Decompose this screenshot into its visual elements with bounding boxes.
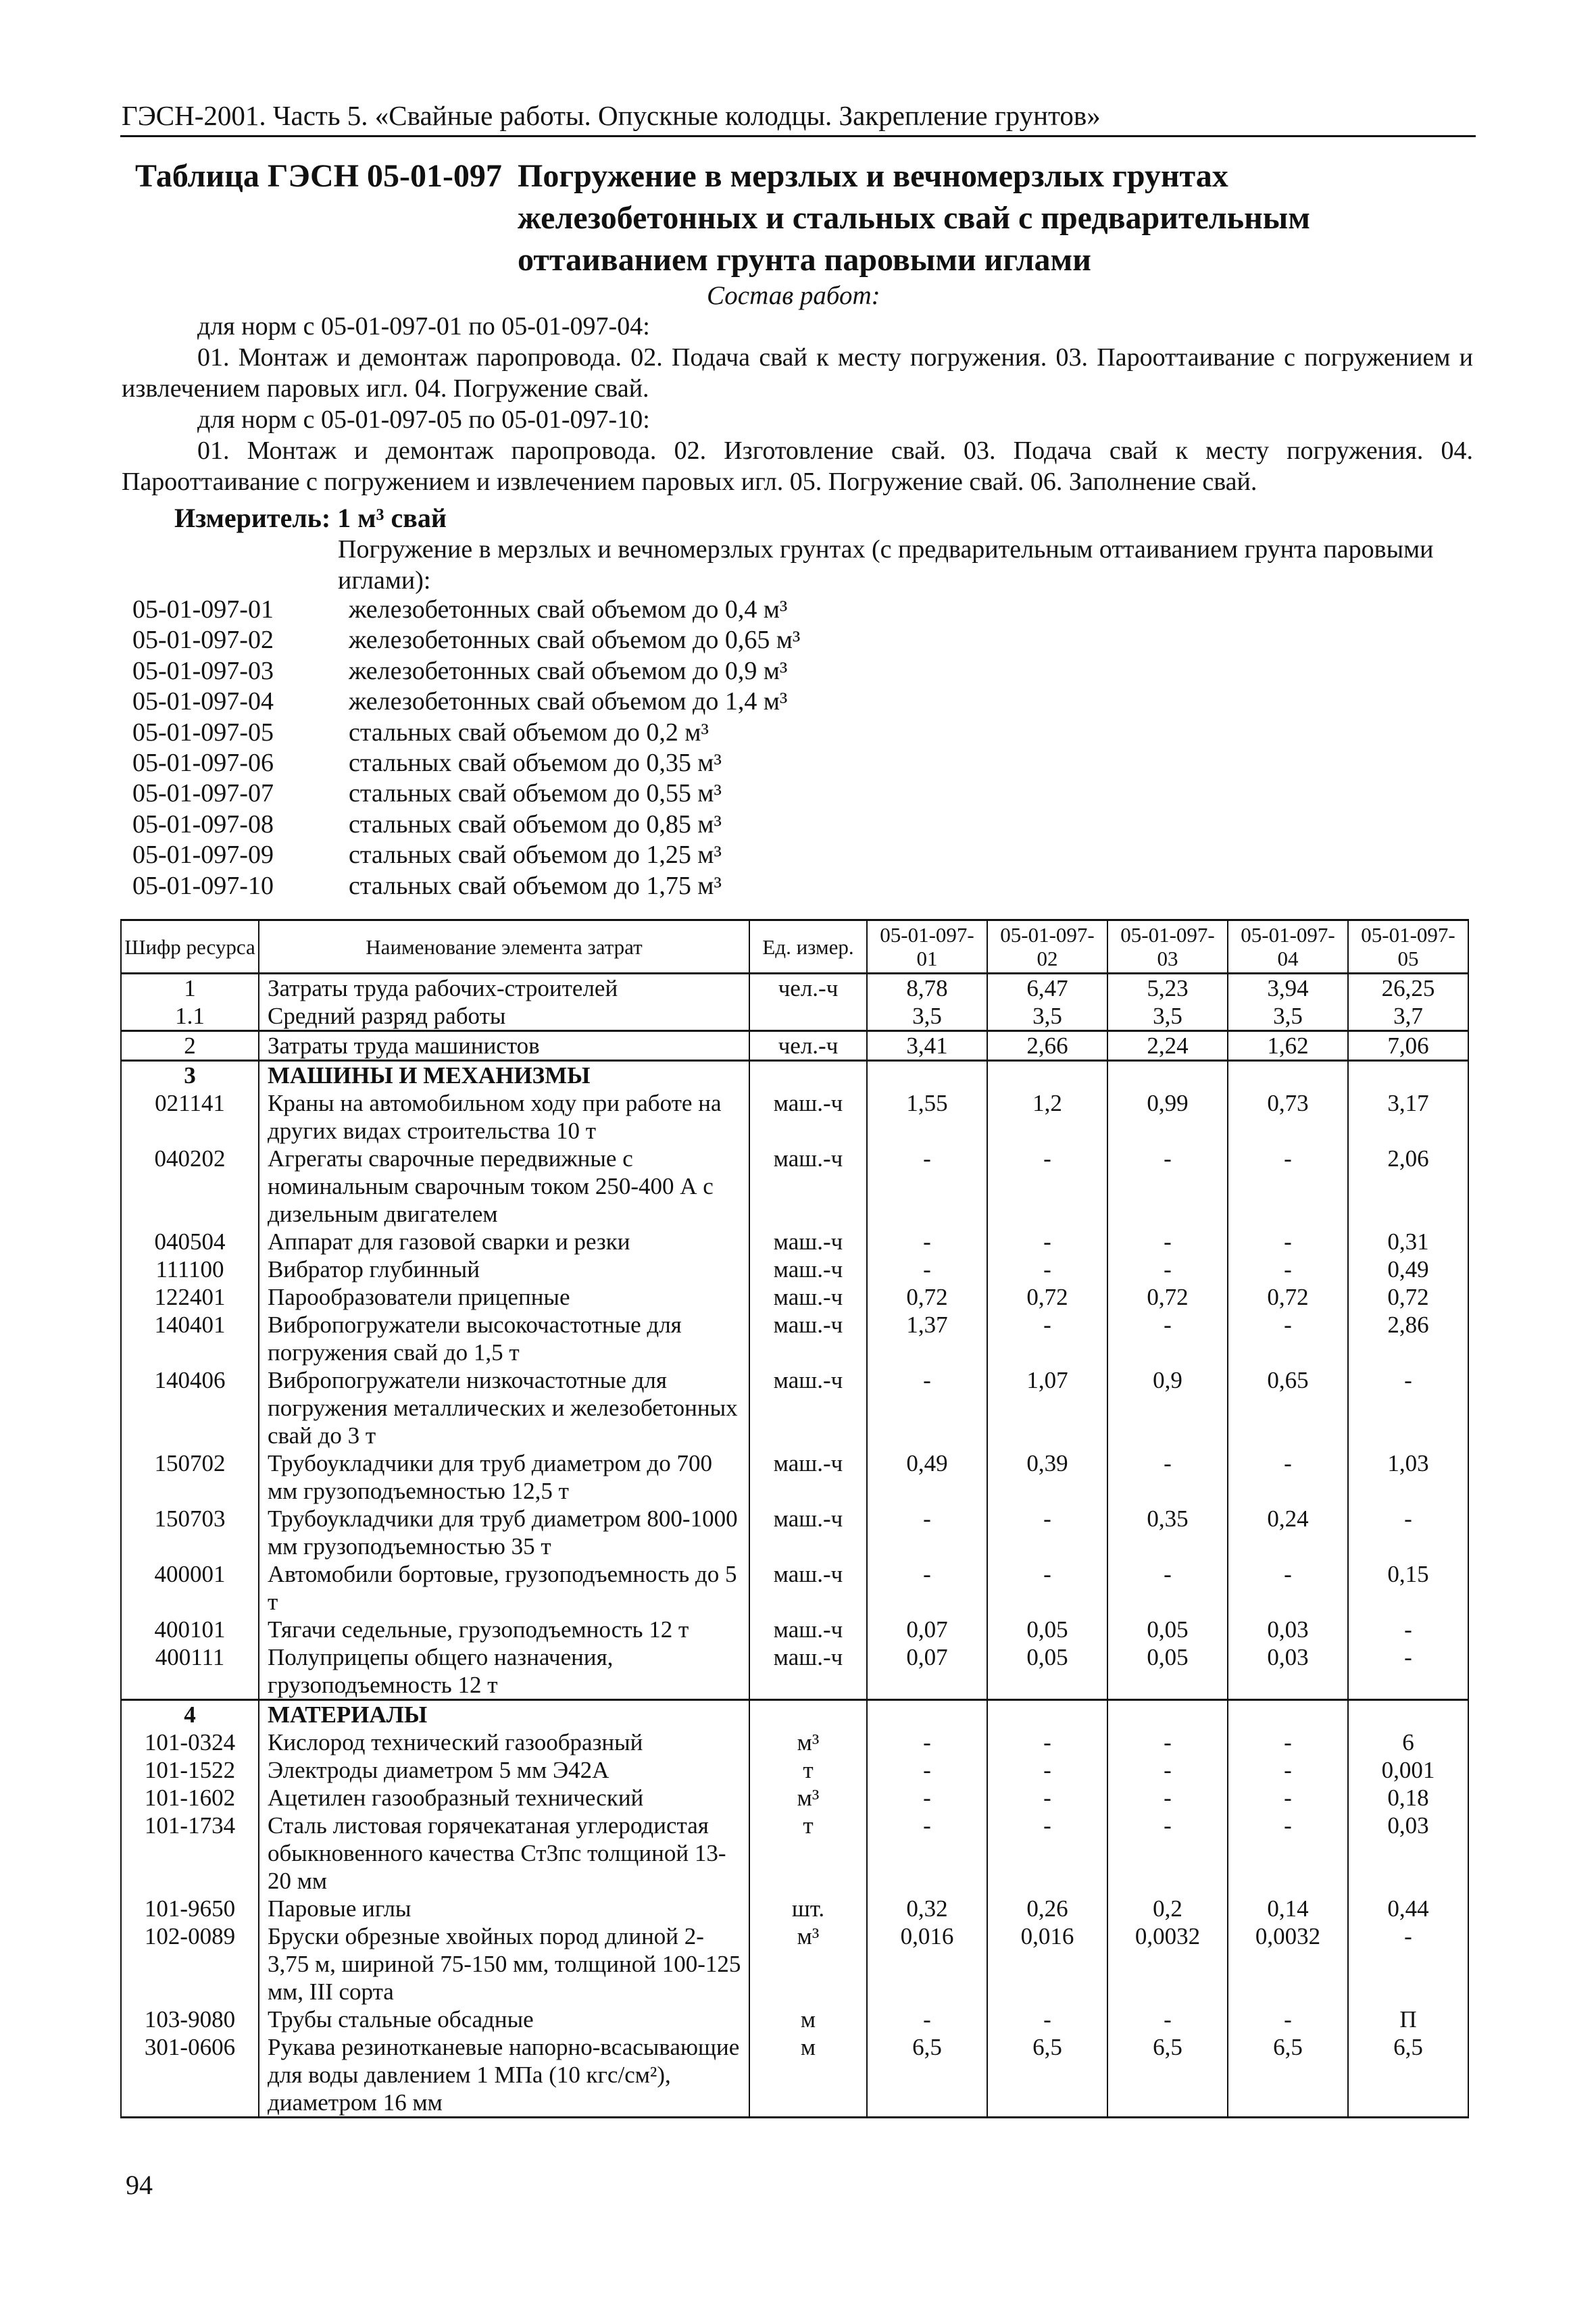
norm-value-cell: П xyxy=(1348,2006,1468,2033)
resource-code-cell: 040202 xyxy=(121,1145,259,1228)
norm-value-cell: 2,66 xyxy=(987,1031,1107,1061)
norm-value-cell: - xyxy=(1228,1812,1348,1895)
resource-code-cell: 2 xyxy=(121,1031,259,1061)
unit-cell: маш.-ч xyxy=(749,1616,867,1643)
unit-cell: маш.-ч xyxy=(749,1560,867,1616)
norm-description: железобетонных свай объемом до 0,9 м³ xyxy=(349,656,788,685)
norm-code: 05-01-097-08 xyxy=(132,810,274,839)
table-title-line-1: Погружение в мерзлых и вечномерзлых грунтах xyxy=(518,158,1228,194)
cost-element-cell: Вибратор глубинный xyxy=(259,1255,749,1283)
resource-code-cell: 021141 xyxy=(121,1089,259,1145)
cost-element-cell: Средний разряд работы xyxy=(259,1002,749,1031)
norm-codes-list xyxy=(132,595,1011,901)
norm-value-cell: - xyxy=(1228,1784,1348,1812)
norm-description: стальных свай объемом до 1,75 м³ xyxy=(349,871,722,900)
norm-code-row xyxy=(132,625,1011,655)
norm-description: стальных свай объемом до 0,85 м³ xyxy=(349,810,722,839)
norm-value-cell: - xyxy=(1107,1756,1228,1784)
norm-value-cell: 6,5 xyxy=(867,2033,987,2118)
norm-value-cell: - xyxy=(1228,1145,1348,1228)
table-row xyxy=(121,2033,1468,2118)
norm-value-cell: 0,44 xyxy=(1348,1895,1468,1922)
norm-value-cell xyxy=(1107,1061,1228,1090)
norm-code-row xyxy=(132,810,1011,840)
resource-code-cell: 1 xyxy=(121,974,259,1003)
norm-code-row xyxy=(132,718,1011,748)
table-row xyxy=(121,1089,1468,1145)
cost-element-cell: Полуприцепы общего назначения, грузоподъемность 12 т xyxy=(259,1643,749,1700)
header-norm-04: 05-01-097-04 xyxy=(1228,920,1348,974)
norm-description: стальных свай объемом до 0,35 м³ xyxy=(349,749,722,778)
resource-code-cell: 301-0606 xyxy=(121,2033,259,2118)
header-norm-05: 05-01-097-05 xyxy=(1348,920,1468,974)
operations-1: 01. Монтаж и демонтаж паропровода. 02. Подача свай к месту погружения. 03. Парооттаивание с погружением и извлечением паровых игл. 04. Погружение свай. xyxy=(122,343,1473,403)
table-row xyxy=(121,1366,1468,1449)
resource-code-cell: 040504 xyxy=(121,1228,259,1255)
norm-value-cell: - xyxy=(987,1784,1107,1812)
norm-value-cell: - xyxy=(867,2006,987,2033)
resource-code-cell: 122401 xyxy=(121,1283,259,1311)
operations-2: 01. Монтаж и демонтаж паропровода. 02. Изготовление свай. 03. Подача свай к месту погружения. 04. Парооттаивание с погружением и извлечением паровых игл. 05. Погружение свай. 06. Заполнение свай. xyxy=(122,437,1473,496)
norm-value-cell: 0,05 xyxy=(1107,1616,1228,1643)
table-row xyxy=(121,1643,1468,1700)
norm-value-cell: 0,07 xyxy=(867,1643,987,1700)
cost-element-cell: МАТЕРИАЛЫ xyxy=(259,1700,749,1729)
norm-code-row xyxy=(132,871,1011,901)
table-row xyxy=(121,1283,1468,1311)
unit-cell: маш.-ч xyxy=(749,1089,867,1145)
cost-element-cell: Вибропогружатели высокочастотные для погружения свай до 1,5 т xyxy=(259,1311,749,1366)
norm-value-cell: - xyxy=(1107,1812,1228,1895)
norm-value-cell xyxy=(987,1700,1107,1729)
resource-code-cell: 101-9650 xyxy=(121,1895,259,1922)
norm-value-cell: - xyxy=(1107,1228,1228,1255)
unit-cell: шт. xyxy=(749,1895,867,1922)
norm-value-cell xyxy=(867,1700,987,1729)
cost-element-cell: Агрегаты сварочные передвижные с номинальным сварочным током 250-400 А с дизельным двигателем xyxy=(259,1145,749,1228)
norm-value-cell: - xyxy=(867,1728,987,1756)
work-composition-heading: Состав работ: xyxy=(707,281,880,310)
norm-value-cell: - xyxy=(987,1228,1107,1255)
cost-element-cell: Трубы стальные обсадные xyxy=(259,2006,749,2033)
norm-value-cell: - xyxy=(987,1812,1107,1895)
norm-value-cell: - xyxy=(1348,1922,1468,2006)
table-row xyxy=(121,1002,1468,1031)
unit-cell: маш.-ч xyxy=(749,1228,867,1255)
norm-value-cell: 6 xyxy=(1348,1728,1468,1756)
table-row xyxy=(121,1255,1468,1283)
norm-value-cell: 0,05 xyxy=(1107,1643,1228,1700)
unit-cell: маш.-ч xyxy=(749,1255,867,1283)
norm-code: 05-01-097-10 xyxy=(132,871,274,900)
norm-description: стальных свай объемом до 0,2 м³ xyxy=(349,718,709,747)
norm-description: стальных свай объемом до 0,55 м³ xyxy=(349,779,722,808)
table-row xyxy=(121,1311,1468,1366)
norm-value-cell: - xyxy=(1228,1449,1348,1505)
norm-value-cell: 0,15 xyxy=(1348,1560,1468,1616)
norm-value-cell: - xyxy=(867,1560,987,1616)
norm-range-1: для норм с 05-01-097-01 по 05-01-097-04: xyxy=(197,312,650,341)
norm-value-cell: 1,03 xyxy=(1348,1449,1468,1505)
norm-value-cell: 6,5 xyxy=(1228,2033,1348,2118)
cost-element-cell: Затраты труда машинистов xyxy=(259,1031,749,1061)
table-title xyxy=(135,155,1419,281)
norm-value-cell xyxy=(1348,1700,1468,1729)
resource-code-cell: 111100 xyxy=(121,1255,259,1283)
norm-value-cell: 2,06 xyxy=(1348,1145,1468,1228)
resource-code-cell: 102-0089 xyxy=(121,1922,259,2006)
norm-code: 05-01-097-04 xyxy=(132,687,274,716)
norm-value-cell: - xyxy=(987,1756,1107,1784)
norm-value-cell: - xyxy=(987,2006,1107,2033)
unit-cell: м³ xyxy=(749,1922,867,2006)
table-row xyxy=(121,1700,1468,1729)
resource-code-cell: 140401 xyxy=(121,1311,259,1366)
table-row xyxy=(121,1505,1468,1560)
header-unit: Ед. измер. xyxy=(749,920,867,974)
norm-value-cell: - xyxy=(987,1505,1107,1560)
norm-value-cell: 0,72 xyxy=(867,1283,987,1311)
work-composition xyxy=(122,311,1473,497)
header-norm-02: 05-01-097-02 xyxy=(987,920,1107,974)
norm-value-cell xyxy=(1348,1061,1468,1090)
norm-value-cell: 0,05 xyxy=(987,1643,1107,1700)
resource-code-cell: 1.1 xyxy=(121,1002,259,1031)
page-number: 94 xyxy=(126,2170,153,2200)
norm-value-cell: - xyxy=(1107,1255,1228,1283)
norm-code: 05-01-097-01 xyxy=(132,595,274,624)
table-row xyxy=(121,1061,1468,1090)
unit-of-measure: Измеритель: 1 м³ свай xyxy=(174,503,447,533)
norm-value-cell: - xyxy=(867,1505,987,1560)
table-body xyxy=(121,974,1468,2118)
header-cost-element: Наименование элемента затрат xyxy=(259,920,749,974)
norm-value-cell: 0,72 xyxy=(1107,1283,1228,1311)
unit-cell: м xyxy=(749,2033,867,2118)
norm-value-cell: 3,5 xyxy=(1107,1002,1228,1031)
norm-value-cell: 0,65 xyxy=(1228,1366,1348,1449)
norm-value-cell: 3,94 xyxy=(1228,974,1348,1003)
norm-description: стальных свай объемом до 1,25 м³ xyxy=(349,841,722,870)
table-row xyxy=(121,974,1468,1003)
resource-code-cell: 150703 xyxy=(121,1505,259,1560)
resource-code-cell: 103-9080 xyxy=(121,2006,259,2033)
resource-code-cell: 4 xyxy=(121,1700,259,1729)
unit-cell: маш.-ч xyxy=(749,1283,867,1311)
norm-value-cell: - xyxy=(1107,1784,1228,1812)
norm-value-cell: 0,05 xyxy=(987,1616,1107,1643)
cost-element-cell: Тягачи седельные, грузоподъемность 12 т xyxy=(259,1616,749,1643)
table-row xyxy=(121,1895,1468,1922)
resource-code-cell: 101-0324 xyxy=(121,1728,259,1756)
norm-value-cell: - xyxy=(1348,1643,1468,1700)
table-row xyxy=(121,1449,1468,1505)
norm-value-cell: 0,31 xyxy=(1348,1228,1468,1255)
norm-value-cell: - xyxy=(987,1728,1107,1756)
resource-code-cell: 400111 xyxy=(121,1643,259,1700)
norm-value-cell: - xyxy=(1107,1449,1228,1505)
norm-value-cell: 0,14 xyxy=(1228,1895,1348,1922)
norm-description: железобетонных свай объемом до 0,4 м³ xyxy=(349,595,788,624)
norm-description: железобетонных свай объемом до 1,4 м³ xyxy=(349,687,788,716)
norm-value-cell: 3,17 xyxy=(1348,1089,1468,1145)
norm-value-cell: 26,25 xyxy=(1348,974,1468,1003)
norm-value-cell: 0,0032 xyxy=(1228,1922,1348,2006)
norm-value-cell: 6,5 xyxy=(1348,2033,1468,2118)
norm-value-cell: - xyxy=(987,1560,1107,1616)
norm-value-cell: - xyxy=(987,1145,1107,1228)
cost-element-cell: Электроды диаметром 5 мм Э42А xyxy=(259,1756,749,1784)
norm-value-cell: - xyxy=(1228,2006,1348,2033)
norm-value-cell: 0,016 xyxy=(867,1922,987,2006)
unit-cell: т xyxy=(749,1812,867,1895)
norm-value-cell: 0,26 xyxy=(987,1895,1107,1922)
cost-element-cell: Парообразователи прицепные xyxy=(259,1283,749,1311)
table-row xyxy=(121,1812,1468,1895)
norm-value-cell: - xyxy=(987,1311,1107,1366)
norm-value-cell: 6,47 xyxy=(987,974,1107,1003)
norm-value-cell: - xyxy=(867,1784,987,1812)
table-row xyxy=(121,1145,1468,1228)
unit-cell: м³ xyxy=(749,1728,867,1756)
header-resource-code: Шифр ресурса xyxy=(121,920,259,974)
resource-code-cell: 101-1734 xyxy=(121,1812,259,1895)
norm-code: 05-01-097-06 xyxy=(132,749,274,778)
table-header-row xyxy=(121,920,1468,974)
table-row xyxy=(121,1728,1468,1756)
table-row xyxy=(121,1756,1468,1784)
cost-element-cell: Паровые иглы xyxy=(259,1895,749,1922)
table-title-prefix: Таблица ГЭСН 05-01-097 xyxy=(135,158,502,194)
unit-cell: маш.-ч xyxy=(749,1505,867,1560)
norm-value-cell: 0,39 xyxy=(987,1449,1107,1505)
cost-element-cell: Рукава резинотканевые напорно-всасывающие для воды давлением 1 МПа (10 кгс/см²), диаметром 16 мм xyxy=(259,2033,749,2118)
norm-value-cell: 0,49 xyxy=(867,1449,987,1505)
norm-value-cell: 2,86 xyxy=(1348,1311,1468,1366)
norm-value-cell: 0,24 xyxy=(1228,1505,1348,1560)
unit-cell xyxy=(749,1700,867,1729)
norm-value-cell: 0,03 xyxy=(1228,1643,1348,1700)
norm-value-cell xyxy=(987,1061,1107,1090)
table-title-line-3: оттаиванием грунта паровыми иглами xyxy=(518,242,1091,278)
norm-value-cell: 0,016 xyxy=(987,1922,1107,2006)
norm-value-cell: - xyxy=(867,1145,987,1228)
norm-value-cell: - xyxy=(1107,1560,1228,1616)
norm-value-cell: - xyxy=(1228,1728,1348,1756)
norm-code-row xyxy=(132,840,1011,870)
norm-description: железобетонных свай объемом до 0,65 м³ xyxy=(349,626,801,655)
unit-cell: м³ xyxy=(749,1784,867,1812)
cost-element-cell: Ацетилен газообразный технический xyxy=(259,1784,749,1812)
table-row xyxy=(121,1616,1468,1643)
unit-cell xyxy=(749,1002,867,1031)
norm-code: 05-01-097-02 xyxy=(132,626,274,655)
cost-element-cell: Бруски обрезные хвойных пород длиной 2-3,75 м, шириной 75-150 мм, толщиной 100-125 мм, III сорта xyxy=(259,1922,749,2006)
norm-value-cell: 0,18 xyxy=(1348,1784,1468,1812)
cost-element-cell: Затраты труда рабочих-строителей xyxy=(259,974,749,1003)
norm-code-row xyxy=(132,748,1011,778)
norm-value-cell: - xyxy=(1228,1756,1348,1784)
norm-value-cell: 0,001 xyxy=(1348,1756,1468,1784)
norm-value-cell: 0,72 xyxy=(1348,1283,1468,1311)
norm-value-cell: - xyxy=(867,1366,987,1449)
resource-code-cell: 140406 xyxy=(121,1366,259,1449)
unit-cell: маш.-ч xyxy=(749,1449,867,1505)
norm-value-cell: 3,5 xyxy=(1228,1002,1348,1031)
cost-element-cell: Автомобили бортовые, грузоподъемность до 5 т xyxy=(259,1560,749,1616)
norm-value-cell: 0,03 xyxy=(1228,1616,1348,1643)
running-header: ГЭСН-2001. Часть 5. «Свайные работы. Опускные колодцы. Закрепление грунтов» xyxy=(122,100,1101,131)
norm-value-cell: 3,5 xyxy=(867,1002,987,1031)
unit-cell: т xyxy=(749,1756,867,1784)
norm-value-cell: 1,2 xyxy=(987,1089,1107,1145)
resource-code-cell: 101-1522 xyxy=(121,1756,259,1784)
cost-element-cell: Трубоукладчики для труб диаметром до 700 мм грузоподъемностью 12,5 т xyxy=(259,1449,749,1505)
norm-range-2: для норм с 05-01-097-05 по 05-01-097-10: xyxy=(197,405,650,434)
norm-value-cell xyxy=(1228,1061,1348,1090)
norm-value-cell: 0,35 xyxy=(1107,1505,1228,1560)
table-row xyxy=(121,2006,1468,2033)
norm-value-cell: 1,07 xyxy=(987,1366,1107,1449)
norm-value-cell: - xyxy=(1228,1228,1348,1255)
resource-code-cell: 3 xyxy=(121,1061,259,1090)
norm-code: 05-01-097-03 xyxy=(132,656,274,685)
norm-value-cell: 0,2 xyxy=(1107,1895,1228,1922)
unit-cell: м xyxy=(749,2006,867,2033)
table-row xyxy=(121,1560,1468,1616)
norm-value-cell: 2,24 xyxy=(1107,1031,1228,1061)
norm-value-cell: 7,06 xyxy=(1348,1031,1468,1061)
norm-value-cell: - xyxy=(1228,1255,1348,1283)
norm-value-cell: 0,99 xyxy=(1107,1089,1228,1145)
norm-value-cell: - xyxy=(1107,1145,1228,1228)
norm-value-cell: - xyxy=(1348,1616,1468,1643)
norm-value-cell xyxy=(1228,1700,1348,1729)
header-norm-01: 05-01-097-01 xyxy=(867,920,987,974)
table-title-line-2: железобетонных и стальных свай с предварительным xyxy=(518,200,1310,236)
norm-value-cell: - xyxy=(987,1255,1107,1283)
cost-element-cell: МАШИНЫ И МЕХАНИЗМЫ xyxy=(259,1061,749,1090)
table-row xyxy=(121,1922,1468,2006)
norm-code-row xyxy=(132,595,1011,625)
norm-code-row xyxy=(132,687,1011,717)
resource-code-cell: 150702 xyxy=(121,1449,259,1505)
norm-value-cell: 0,9 xyxy=(1107,1366,1228,1449)
norm-code-row xyxy=(132,656,1011,687)
norm-value-cell: - xyxy=(867,1812,987,1895)
norm-value-cell: - xyxy=(1228,1560,1348,1616)
norm-value-cell: 6,5 xyxy=(987,2033,1107,2118)
cost-element-cell: Кислород технический газообразный xyxy=(259,1728,749,1756)
unit-cell: чел.-ч xyxy=(749,1031,867,1061)
resources-table xyxy=(120,919,1469,2118)
norm-value-cell: 3,5 xyxy=(987,1002,1107,1031)
norm-value-cell: 0,0032 xyxy=(1107,1922,1228,2006)
norm-value-cell: - xyxy=(1228,1311,1348,1366)
norm-value-cell: - xyxy=(867,1255,987,1283)
unit-cell: маш.-ч xyxy=(749,1366,867,1449)
resource-code-cell: 400001 xyxy=(121,1560,259,1616)
norms-intro: Погружение в мерзлых и вечномерзлых грунтах (с предварительным оттаиванием грунта паровыми иглами): xyxy=(338,535,1434,595)
norm-value-cell: 0,72 xyxy=(987,1283,1107,1311)
cost-element-cell: Аппарат для газовой сварки и резки xyxy=(259,1228,749,1255)
norm-value-cell: 0,73 xyxy=(1228,1089,1348,1145)
header-norm-03: 05-01-097-03 xyxy=(1107,920,1228,974)
norm-value-cell: 1,55 xyxy=(867,1089,987,1145)
table-row xyxy=(121,1228,1468,1255)
norm-value-cell: 1,62 xyxy=(1228,1031,1348,1061)
norm-value-cell: 0,72 xyxy=(1228,1283,1348,1311)
norm-value-cell xyxy=(867,1061,987,1090)
norm-value-cell: - xyxy=(1348,1366,1468,1449)
norm-value-cell: 0,49 xyxy=(1348,1255,1468,1283)
norm-value-cell: - xyxy=(1348,1505,1468,1560)
norm-value-cell: 0,32 xyxy=(867,1895,987,1922)
cost-element-cell: Трубоукладчики для труб диаметром 800-1000 мм грузоподъемностью 35 т xyxy=(259,1505,749,1560)
norm-value-cell: - xyxy=(1107,2006,1228,2033)
cost-element-cell: Вибропогружатели низкочастотные для погружения металлических и железобетонных свай до 3 т xyxy=(259,1366,749,1449)
norm-code: 05-01-097-07 xyxy=(132,779,274,808)
norm-value-cell: 8,78 xyxy=(867,974,987,1003)
norm-code-row xyxy=(132,778,1011,809)
norm-value-cell: 0,03 xyxy=(1348,1812,1468,1895)
norm-code: 05-01-097-05 xyxy=(132,718,274,747)
unit-cell: маш.-ч xyxy=(749,1643,867,1700)
norm-value-cell: 1,37 xyxy=(867,1311,987,1366)
resource-code-cell: 101-1602 xyxy=(121,1784,259,1812)
header-rule xyxy=(120,135,1476,137)
norm-value-cell: 5,23 xyxy=(1107,974,1228,1003)
resource-code-cell: 400101 xyxy=(121,1616,259,1643)
unit-cell: маш.-ч xyxy=(749,1145,867,1228)
unit-cell: чел.-ч xyxy=(749,974,867,1003)
table-row xyxy=(121,1784,1468,1812)
cost-element-cell: Сталь листовая горячекатаная углеродистая обыкновенного качества Ст3пс толщиной 13-20 мм xyxy=(259,1812,749,1895)
norm-value-cell: 3,41 xyxy=(867,1031,987,1061)
norm-value-cell: 0,07 xyxy=(867,1616,987,1643)
unit-cell xyxy=(749,1061,867,1090)
norm-code: 05-01-097-09 xyxy=(132,841,274,870)
table-row xyxy=(121,1031,1468,1061)
norm-value-cell: 3,7 xyxy=(1348,1002,1468,1031)
norm-value-cell: - xyxy=(1107,1311,1228,1366)
norm-value-cell xyxy=(1107,1700,1228,1729)
norm-value-cell: - xyxy=(867,1228,987,1255)
norm-value-cell: - xyxy=(867,1756,987,1784)
unit-cell: маш.-ч xyxy=(749,1311,867,1366)
norm-value-cell: 6,5 xyxy=(1107,2033,1228,2118)
cost-element-cell: Краны на автомобильном ходу при работе на других видах строительства 10 т xyxy=(259,1089,749,1145)
norm-value-cell: - xyxy=(1107,1728,1228,1756)
